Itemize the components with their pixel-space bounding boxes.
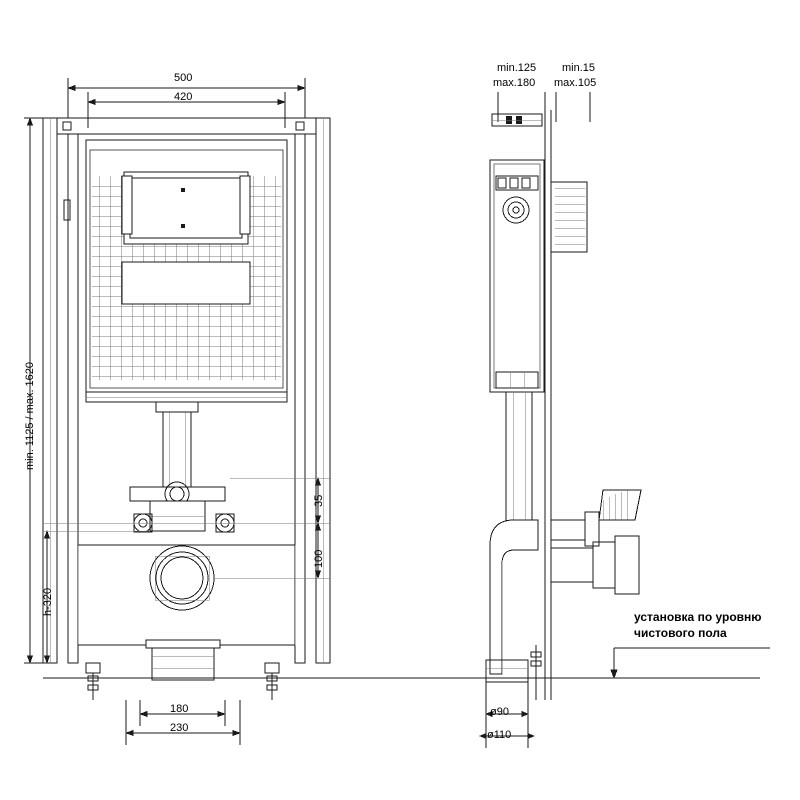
label-min-15: min.15 <box>562 62 596 74</box>
label-dim-420: 420 <box>174 91 193 103</box>
label-max-105: max.105 <box>554 77 597 89</box>
label-dim-100: 100 <box>313 549 325 568</box>
label-diameter-90: ø90 <box>490 706 509 718</box>
label-h-320: h-320 <box>42 587 54 616</box>
label-height-range: min. 1125 / max. 1620 <box>24 361 36 470</box>
label-dim-180: 180 <box>170 703 189 715</box>
dim-h-320 <box>43 531 150 663</box>
note-floor-level-line2: чистового пола <box>634 626 727 640</box>
label-min-125: min.125 <box>497 62 537 74</box>
label-max-180: max.180 <box>493 77 536 89</box>
label-diameter-110: ø110 <box>487 729 512 741</box>
label-dim-500: 500 <box>174 72 193 84</box>
floor-note-leader <box>611 648 770 678</box>
label-dim-230: 230 <box>170 722 189 734</box>
label-dim-35: 35 <box>313 494 325 507</box>
note-floor-level-line1: установка по уровню <box>634 610 762 624</box>
